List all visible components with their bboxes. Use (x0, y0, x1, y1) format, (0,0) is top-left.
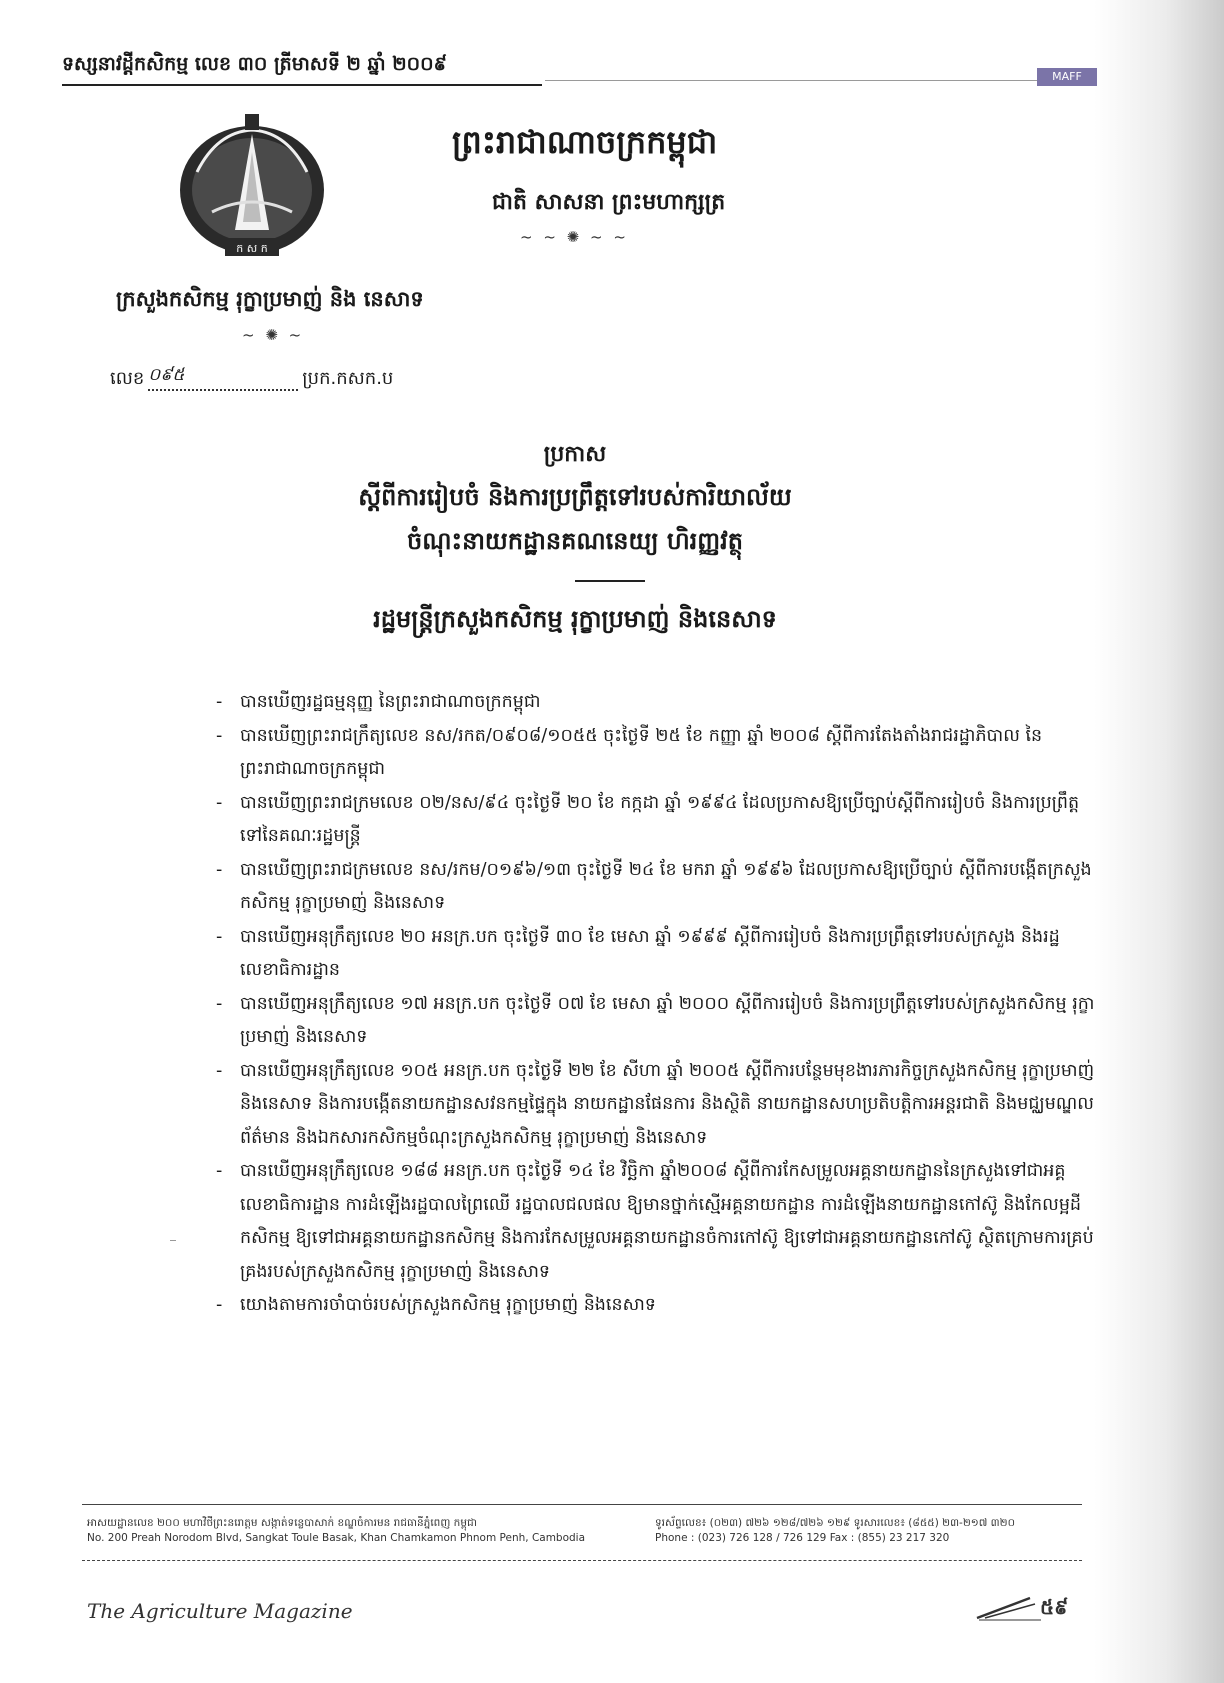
emblem-caption: ក ស ក (236, 242, 268, 255)
page-number: ៥៩ (1040, 1595, 1069, 1619)
bullet-dash: - (216, 926, 223, 947)
page-edge-shadow (1094, 0, 1224, 1683)
ref-prefix: លេខ (110, 368, 145, 389)
phone-english: Phone : (023) 726 128 / 726 129 Fax : (855) 23 217 320 (655, 1532, 950, 1544)
bullet-dash: - (216, 1060, 223, 1081)
bullet-dash: - (216, 993, 223, 1014)
bullet-dash: - (216, 692, 223, 712)
address-english: No. 200 Preah Norodom Blvd, Sangkat Toule Basak, Khan Chamkamon Phnom Penh, Cambodia (87, 1532, 586, 1544)
address-khmer: អាសយដ្ឋានលេខ ២០០ មហាវិថីព្រះនរោត្តម សង្កាត់ទន្លេបាសាក់ ខណ្ឌចំការមន រាជធានីភ្នំពេញ កម្ពុជា (87, 1517, 477, 1529)
phone-khmer: ទូរស័ព្ទលេខ៖ (០២៣) ៧២៦ ១២៨/៧២៦ ១២៩ ទូរសារលេខ៖ (៨៥៥) ២៣-២១៧ ៣២០ (655, 1517, 1016, 1529)
footer-rule-bottom (82, 1560, 1082, 1561)
ref-suffix: ប្រក.កសក.ប (302, 368, 394, 389)
footer-rule-top (82, 1504, 1082, 1505)
issuer-title: រដ្ឋមន្ត្រីក្រសួងកសិកម្ម រុក្ខាប្រមាញ់ និងនេសាទ (373, 605, 777, 633)
bullet-dash: - (216, 859, 223, 880)
recital-item: - បានឃើញព្រះរាជក្រមលេខ ០២/នស/៩៤ ចុះថ្ងៃទី ២០ ខែ កក្កដា ឆ្នាំ ១៩៩៤ ដែលប្រកាសឱ្យប្រើច្បាប់ស្ដីពីការរៀបចំ និងការប្រព្រឹត្តទៅនៃគណៈរដ្ឋមន្ត្រី (240, 787, 1095, 854)
document-type: ប្រកាស (543, 442, 607, 467)
national-motto: ជាតិ សាសនា ព្រះមហាក្សត្រ (492, 190, 726, 215)
brand-tag: MAFF (1037, 68, 1097, 86)
bullet-dash: - (216, 1161, 223, 1181)
ministry-ornament-icon: ~ ✺ ~ (242, 326, 305, 344)
recitals-list (216, 686, 1095, 1323)
reference-number (110, 366, 393, 395)
motto-ornament-icon: ~ ~ ✺ ~ ~ (520, 228, 629, 246)
running-header: ទស្សនាវដ្ដីកសិកម្ម លេខ ៣០ ត្រីមាសទី ២ ឆ្នាំ ២០០៩ (62, 52, 542, 86)
margin-mark (170, 1240, 176, 1241)
recital-item: - បានឃើញព្រះរាជក្រឹត្យលេខ នស/រកត/០៩០៨/១០៥៥ ចុះថ្ងៃទី ២៥ ខែ កញ្ញា ឆ្នាំ ២០០៨ ស្ដីពីការតែងតាំងរាជរដ្ឋាភិបាល នៃព្រះរាជាណាចក្រកម្ពុជា (240, 720, 1095, 787)
recital-item: - បានឃើញព្រះរាជក្រមលេខ នស/រកម/០១៩៦/១៣ ចុះថ្ងៃទី ២៤ ខែ មករា ឆ្នាំ ១៩៩៦ ដែលប្រកាសឱ្យប្រើច្បាប់ ស្ដីពីការបង្កើតក្រសួងកសិកម្ម រុក្ខាប្រមាញ់ និងនេសាទ (240, 854, 1095, 921)
ministry-emblem-icon (157, 112, 347, 262)
ministry-name: ក្រសួងកសិកម្ម រុក្ខាប្រមាញ់ និង នេសាទ (116, 287, 424, 311)
recital-item: - បានឃើញអនុក្រឹត្យលេខ ២០ អនក្រ.បក ចុះថ្ងៃទី ៣០ ខែ មេសា ឆ្នាំ ១៩៩៩ ស្ដីពីការរៀបចំ និងការប្រព្រឹត្តទៅរបស់ក្រសួង និងរដ្ឋលេខាធិការដ្ឋាន (240, 921, 1095, 988)
subject-line-2: ចំណុះនាយកដ្ឋានគណនេយ្យ ហិរញ្ញវត្ថុ (406, 527, 743, 555)
recital-item: - បានឃើញអនុក្រឹត្យលេខ ១៨៨ អនក្រ.បក ចុះថ្ងៃទី ១៤ ខែ វិច្ឆិកា ឆ្នាំ២០០៨ ស្ដីពីការកែសម្រួលអគ្គនាយកដ្ឋាននៃក្រសួងទៅជាអគ្គលេខាធិការដ្ឋាន ការដំឡើងរដ្ឋបាលព្រៃឈើ រដ្ឋបាលជលផល ឱ្យមានថ្នាក់ស្មើអគ្គនាយកដ្ឋាន ការដំឡើងនាយកដ្ឋានកៅស៊ូ និងកែលម្អដីកសិកម្ម ឱ្យទៅជាអគ្គនាយកដ្ឋានកសិកម្ម និងការកែសម្រួលអគ្គនាយកដ្ឋានចំការកៅស៊ូ ឱ្យទៅជាអគ្គនាយកដ្ឋានកៅស៊ូ ស្ថិតក្រោមការគ្រប់គ្រងរបស់ក្រសួងកសិកម្ម រុក្ខាប្រមាញ់ និងនេសាទ (240, 1155, 1095, 1289)
bullet-dash: - (216, 725, 223, 746)
kingdom-title: ព្រះរាជាណាចក្រកម្ពុជា (452, 123, 718, 161)
recital-item: - បានឃើញរដ្ឋធម្មនុញ្ញ នៃព្រះរាជាណាចក្រកម្ពុជា (240, 686, 1095, 720)
subject-line-1: ស្ដីពីការរៀបចំ និងការប្រព្រឹត្តទៅរបស់ការិយាល័យ (358, 483, 792, 511)
bullet-dash: - (216, 792, 223, 813)
page-arrow-icon (975, 1592, 1045, 1622)
recital-item: - បានឃើញអនុក្រឹត្យលេខ ១០៥ អនក្រ.បក ចុះថ្ងៃទី ២២ ខែ សីហា ឆ្នាំ ២០០៥ ស្ដីពីការបន្ថែមមុខងារភារកិច្ចក្រសួងកសិកម្ម រុក្ខាប្រមាញ់ និងនេសាទ និងការបង្កើតនាយកដ្ឋានសវនកម្មផ្ទៃក្នុង នាយកដ្ឋានផែនការ និងស្ថិតិ នាយកដ្ឋានសហប្រតិបត្តិការអន្តរជាតិ និងមជ្ឈមណ្ឌលព័ត៌មាន និងឯកសារកសិកម្មចំណុះក្រសួងកសិកម្ម រុក្ខាប្រមាញ់ និងនេសាទ (240, 1055, 1095, 1156)
footer-contact (655, 1516, 1015, 1546)
recital-item: - យោងតាមការចាំបាច់របស់ក្រសួងកសិកម្ម រុក្ខាប្រមាញ់ និងនេសាទ (240, 1289, 1095, 1323)
title-rule (575, 580, 645, 582)
footer-address (87, 1516, 585, 1546)
recital-item: - បានឃើញអនុក្រឹត្យលេខ ១៧ អនក្រ.បក ចុះថ្ងៃទី ០៧ ខែ មេសា ឆ្នាំ ២០០០ ស្ដីពីការរៀបចំ និងការប្រព្រឹត្តទៅរបស់ក្រសួងកសិកម្ម រុក្ខាប្រមាញ់ និងនេសាទ (240, 988, 1095, 1055)
bullet-dash: - (216, 1295, 223, 1315)
ref-handwritten-number: ០៩៥ (148, 364, 298, 391)
header-rule (545, 80, 1045, 81)
magazine-name: The Agriculture Magazine (87, 1599, 353, 1623)
